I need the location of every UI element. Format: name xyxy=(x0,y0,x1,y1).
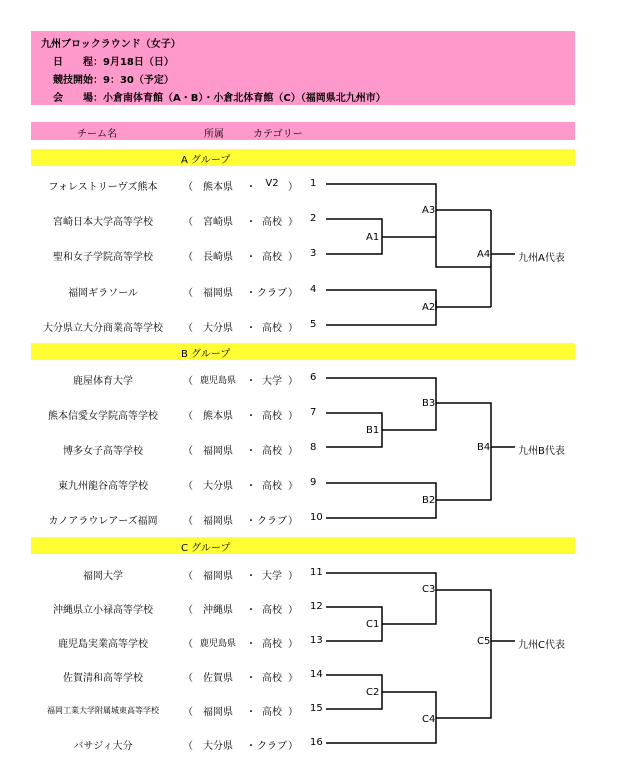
paren-close: ） xyxy=(288,707,298,718)
team-name: 鹿児島実業高等学校 xyxy=(58,639,148,650)
paren-open: （ xyxy=(183,182,193,193)
bracket-a1 xyxy=(326,219,382,254)
team-category: 高校 xyxy=(262,639,282,650)
separator-dot: ・ xyxy=(246,673,256,684)
paren-close: ） xyxy=(288,605,298,616)
paren-open: （ xyxy=(183,639,193,650)
separator-dot: ・ xyxy=(246,288,256,299)
separator-dot: ・ xyxy=(246,217,256,228)
match-label: C3 xyxy=(422,584,436,595)
date-value: 9月18日（日） xyxy=(103,57,174,68)
date-label: 日 程： xyxy=(53,57,103,68)
bracket-c1 xyxy=(326,607,382,641)
paren-close: ） xyxy=(288,376,298,387)
team-seed: 13 xyxy=(310,635,323,646)
paren-close: ） xyxy=(288,252,298,263)
team-category: V2 xyxy=(265,178,279,189)
venue-value: 小倉南体育館（A・B）・小倉北体育館（C）（福岡県北九州市） xyxy=(103,93,386,104)
bracket-b2 xyxy=(326,483,436,518)
venue-label: 会 場： xyxy=(53,93,103,104)
match-label: A4 xyxy=(477,249,491,260)
column-category: カテゴリー xyxy=(253,129,303,140)
bracket-c2-out xyxy=(326,692,436,743)
team-pref: 大分県 xyxy=(203,741,233,752)
group-c-representative: 九州C代表 xyxy=(518,640,565,651)
separator-dot: ・ xyxy=(246,411,256,422)
team-seed: 15 xyxy=(310,703,323,714)
separator-dot: ・ xyxy=(246,571,256,582)
team-category: 高校 xyxy=(262,252,282,263)
team-category: 高校 xyxy=(262,411,282,422)
separator-dot: ・ xyxy=(246,446,256,457)
separator-dot: ・ xyxy=(246,707,256,718)
paren-open: （ xyxy=(183,217,193,228)
team-name: 宮崎日本大学高等学校 xyxy=(53,217,153,228)
team-category: 高校 xyxy=(262,323,282,334)
team-pref: 福岡県 xyxy=(203,288,233,299)
paren-open: （ xyxy=(183,323,193,334)
team-category: 高校 xyxy=(262,673,282,684)
bracket-b-top xyxy=(326,378,436,403)
team-name: 福岡ギラソール xyxy=(68,288,138,299)
paren-close: ） xyxy=(288,741,298,752)
team-category: 高校 xyxy=(262,217,282,228)
paren-open: （ xyxy=(183,707,193,718)
bracket-b1-out xyxy=(382,403,436,430)
team-name: バサジィ大分 xyxy=(73,741,133,752)
paren-close: ） xyxy=(288,571,298,582)
match-label: A1 xyxy=(366,232,380,243)
team-seed: 9 xyxy=(310,477,317,488)
bracket-c1-out xyxy=(382,590,436,624)
separator-dot: ・ xyxy=(246,639,256,650)
paren-close: ） xyxy=(288,639,298,650)
team-pref: 大分県 xyxy=(203,481,233,492)
team-name: フォレストリーヴズ熊本 xyxy=(48,182,158,193)
team-name: 熊本信愛女学院高等学校 xyxy=(48,411,158,422)
team-category: 高校 xyxy=(262,605,282,616)
paren-open: （ xyxy=(183,741,193,752)
team-category: クラブ xyxy=(257,288,287,299)
team-seed: 8 xyxy=(310,442,317,453)
match-label: B3 xyxy=(422,398,436,409)
team-category: 高校 xyxy=(262,446,282,457)
paren-close: ） xyxy=(288,446,298,457)
separator-dot: ・ xyxy=(246,252,256,263)
bracket-c2 xyxy=(326,675,382,709)
team-seed: 12 xyxy=(310,601,323,612)
paren-close: ） xyxy=(288,673,298,684)
team-name: 大分県立大分商業高等学校 xyxy=(43,323,163,334)
team-pref: 鹿児島県 xyxy=(199,376,236,386)
paren-open: （ xyxy=(183,571,193,582)
team-name: カノアラウレアーズ福岡 xyxy=(48,516,158,527)
match-label: B4 xyxy=(477,442,491,453)
team-seed: 10 xyxy=(310,512,323,523)
match-label: A2 xyxy=(422,302,436,313)
team-seed: 1 xyxy=(310,178,317,189)
team-name: 鹿屋体育大学 xyxy=(73,376,133,387)
event-title: 九州ブロックラウンド（女子） xyxy=(41,39,181,50)
bracket-b1 xyxy=(326,413,382,447)
match-label: A3 xyxy=(422,205,436,216)
paren-close: ） xyxy=(288,217,298,228)
paren-open: （ xyxy=(183,411,193,422)
team-pref: 宮崎県 xyxy=(203,217,233,228)
team-pref: 沖縄県 xyxy=(203,605,233,616)
team-pref: 福岡県 xyxy=(203,516,233,527)
bracket-c-top xyxy=(326,573,436,590)
bracket-b-final xyxy=(436,403,491,500)
team-category: 大学 xyxy=(262,376,282,387)
paren-open: （ xyxy=(183,288,193,299)
team-pref: 福岡県 xyxy=(203,571,233,582)
team-seed: 11 xyxy=(310,567,323,578)
team-pref: 熊本県 xyxy=(203,411,233,422)
team-seed: 14 xyxy=(310,669,323,680)
group-b-label: B グループ xyxy=(181,349,231,360)
team-category: 高校 xyxy=(262,707,282,718)
match-label: B2 xyxy=(422,495,436,506)
paren-close: ） xyxy=(288,323,298,334)
team-pref: 大分県 xyxy=(203,323,233,334)
team-name: 聖和女子学院高等学校 xyxy=(53,252,153,263)
match-label: B1 xyxy=(366,425,380,436)
start-value: 9：30（予定） xyxy=(103,75,174,86)
team-seed: 6 xyxy=(310,372,317,383)
team-name: 福岡大学 xyxy=(83,571,123,582)
bracket-a2 xyxy=(326,290,436,325)
separator-dot: ・ xyxy=(246,741,256,752)
team-category: 高校 xyxy=(262,481,282,492)
team-category: クラブ xyxy=(257,516,287,527)
bracket-c-final xyxy=(436,590,491,718)
paren-close: ） xyxy=(288,481,298,492)
paren-open: （ xyxy=(183,516,193,527)
group-a-representative: 九州A代表 xyxy=(518,253,565,264)
group-a-label: A グループ xyxy=(181,155,231,166)
paren-open: （ xyxy=(183,252,193,263)
paren-open: （ xyxy=(183,673,193,684)
team-name: 博多女子高等学校 xyxy=(63,446,143,457)
team-pref: 福岡県 xyxy=(203,446,233,457)
match-label: C2 xyxy=(366,687,380,698)
column-pref: 所属 xyxy=(204,129,224,140)
paren-close: ） xyxy=(288,411,298,422)
group-b-representative: 九州B代表 xyxy=(518,446,565,457)
team-name: 佐賀清和高等学校 xyxy=(63,673,143,684)
team-name: 沖縄県立小禄高等学校 xyxy=(53,605,153,616)
separator-dot: ・ xyxy=(246,605,256,616)
column-team: チーム名 xyxy=(77,129,117,140)
team-seed: 3 xyxy=(310,248,317,259)
paren-open: （ xyxy=(183,481,193,492)
team-seed: 5 xyxy=(310,319,317,330)
group-c-label: C グループ xyxy=(181,543,231,554)
paren-open: （ xyxy=(183,376,193,387)
paren-close: ） xyxy=(288,288,298,299)
team-category: クラブ xyxy=(257,741,287,752)
team-seed: 4 xyxy=(310,284,317,295)
separator-dot: ・ xyxy=(246,481,256,492)
team-name: 福岡工業大学附属城東高等学校 xyxy=(47,706,159,715)
team-seed: 16 xyxy=(310,737,323,748)
separator-dot: ・ xyxy=(246,516,256,527)
separator-dot: ・ xyxy=(246,376,256,387)
separator-dot: ・ xyxy=(246,182,256,193)
team-name: 東九州龍谷高等学校 xyxy=(58,481,148,492)
bracket-a-final xyxy=(491,210,515,307)
match-label: C4 xyxy=(422,714,436,725)
team-pref: 長崎県 xyxy=(203,252,233,263)
team-pref: 鹿児島県 xyxy=(199,639,236,649)
team-pref: 福岡県 xyxy=(203,707,233,718)
team-seed: 2 xyxy=(310,213,317,224)
team-seed: 7 xyxy=(310,407,317,418)
team-category: 大学 xyxy=(262,571,282,582)
match-label: C5 xyxy=(477,636,491,647)
paren-open: （ xyxy=(183,446,193,457)
team-pref: 熊本県 xyxy=(203,182,233,193)
paren-close: ） xyxy=(288,182,298,193)
team-pref: 佐賀県 xyxy=(203,673,233,684)
start-label: 競技開始： xyxy=(53,75,103,86)
match-label: C1 xyxy=(366,619,380,630)
paren-open: （ xyxy=(183,605,193,616)
separator-dot: ・ xyxy=(246,323,256,334)
paren-close: ） xyxy=(288,516,298,527)
